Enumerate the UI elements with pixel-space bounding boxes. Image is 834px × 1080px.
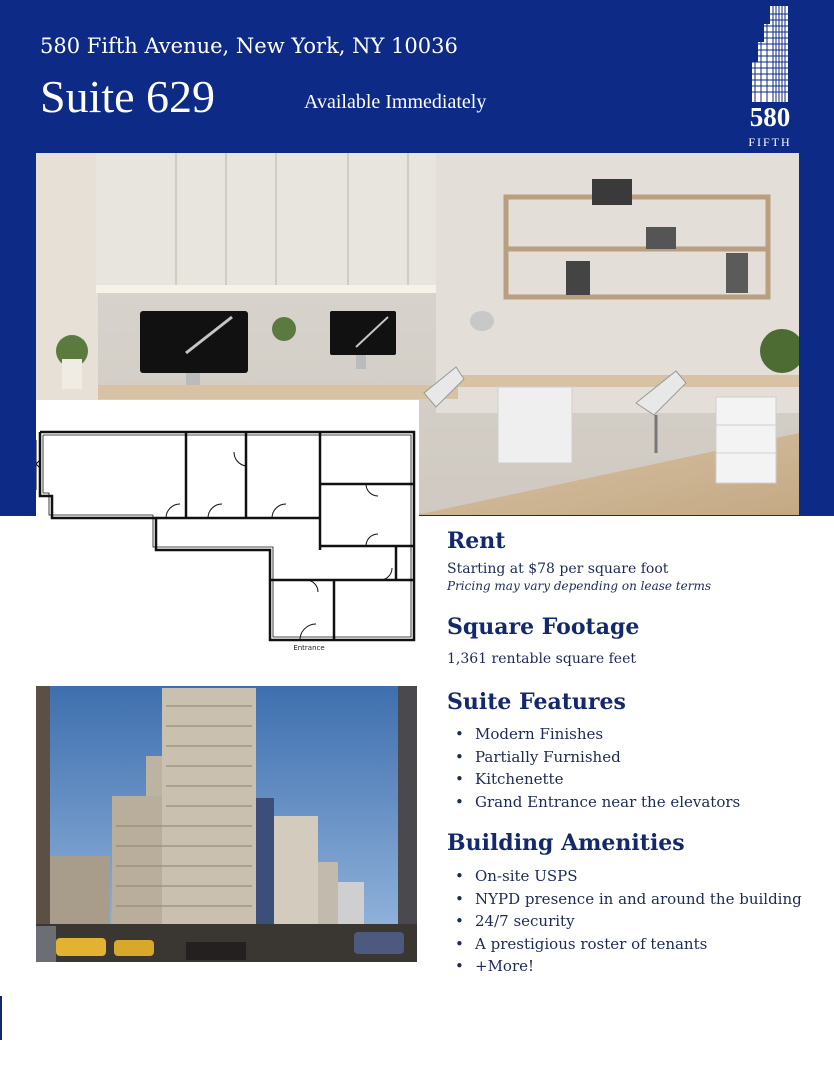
list-item: • 24/7 security: [455, 910, 802, 933]
building-logo: [734, 4, 806, 152]
list-item: • NYPD presence in and around the building: [455, 888, 802, 911]
suite-features-list: [455, 723, 740, 813]
building-logo-icon: [734, 4, 806, 104]
suite-title: Suite 629: [40, 71, 216, 122]
square-footage-value: 1,361 rentable square feet: [447, 651, 636, 667]
square-footage-heading: Square Footage: [447, 614, 640, 640]
building-amenities-list: [455, 865, 802, 978]
suite-features-heading: Suite Features: [447, 689, 626, 715]
floor-plan-entrance-label: Entrance: [293, 644, 325, 652]
building-amenities-heading: Building Amenities: [447, 830, 685, 856]
availability-status: Available Immediately: [304, 91, 487, 113]
list-item: • +More!: [455, 955, 802, 978]
list-item: • Modern Finishes: [455, 723, 740, 746]
rent-heading: Rent: [447, 528, 506, 554]
list-item: • On-site USPS: [455, 865, 802, 888]
list-item: • A prestigious roster of tenants: [455, 933, 802, 956]
logo-word: FIFTH: [748, 135, 792, 149]
list-item: • Kitchenette: [455, 768, 740, 791]
list-item: • Grand Entrance near the elevators: [455, 791, 740, 814]
building-exterior-photo: [36, 686, 417, 962]
building-address: 580 Fifth Avenue, New York, NY 10036: [40, 34, 458, 58]
logo-number: 580: [749, 102, 791, 132]
floor-plan-diagram: [36, 400, 419, 655]
rent-price: Starting at $78 per square foot: [447, 561, 669, 577]
list-item: • Partially Furnished: [455, 746, 740, 769]
rent-note: Pricing may vary depending on lease terms: [447, 579, 711, 593]
page-edge-mark: [0, 996, 2, 1040]
